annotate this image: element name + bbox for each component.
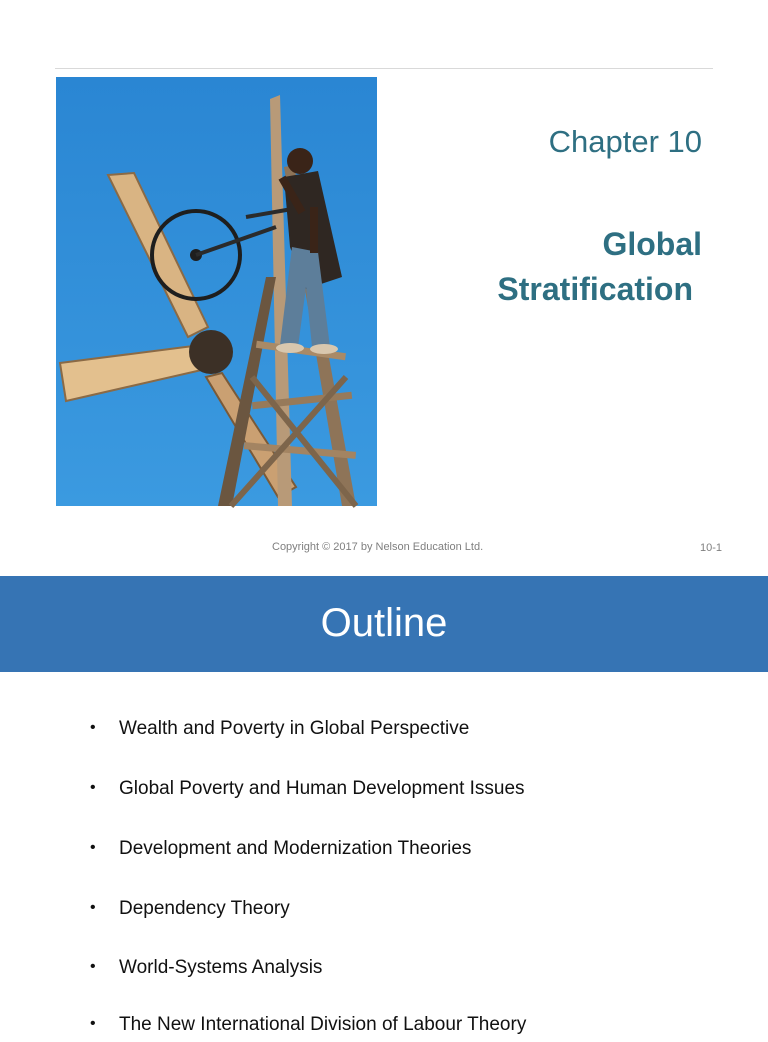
- list-item: [90, 1014, 526, 1042]
- bullet: •: [90, 899, 96, 916]
- list-item: [90, 778, 525, 806]
- bullet: •: [90, 1015, 96, 1032]
- bullet: •: [90, 779, 96, 796]
- list-item: [90, 898, 290, 926]
- slide-title: [402, 222, 702, 312]
- list-item: [90, 718, 469, 746]
- list-item: [90, 838, 471, 866]
- slide-number: 10-1: [699, 542, 722, 554]
- list-item-text: Global Poverty and Human Development Issues: [119, 778, 525, 799]
- outline-list: [0, 576, 768, 1035]
- list-item-text: Wealth and Poverty in Global Perspective: [119, 718, 470, 739]
- windmill-photo: [56, 77, 377, 506]
- copyright-notice: Copyright © 2017 by Nelson Education Ltd.: [272, 541, 484, 553]
- list-item-text: The New International Division of Labour Theory: [119, 1014, 527, 1035]
- list-item-text: Development and Modernization Theories: [119, 838, 472, 859]
- list-item: [90, 957, 322, 985]
- bullet: •: [90, 839, 96, 856]
- list-item-text: Dependency Theory: [119, 898, 290, 919]
- outline-title: Outline: [320, 601, 448, 645]
- bullet: •: [90, 958, 96, 975]
- bullet: •: [90, 719, 96, 736]
- outline-slide: [0, 576, 768, 1035]
- title-line-2: Stratification: [497, 271, 693, 307]
- list-item-text: World-Systems Analysis: [119, 957, 323, 978]
- top-divider: [55, 68, 713, 69]
- title-line-1: Global: [602, 226, 702, 262]
- chapter-label: Chapter 10: [548, 124, 702, 159]
